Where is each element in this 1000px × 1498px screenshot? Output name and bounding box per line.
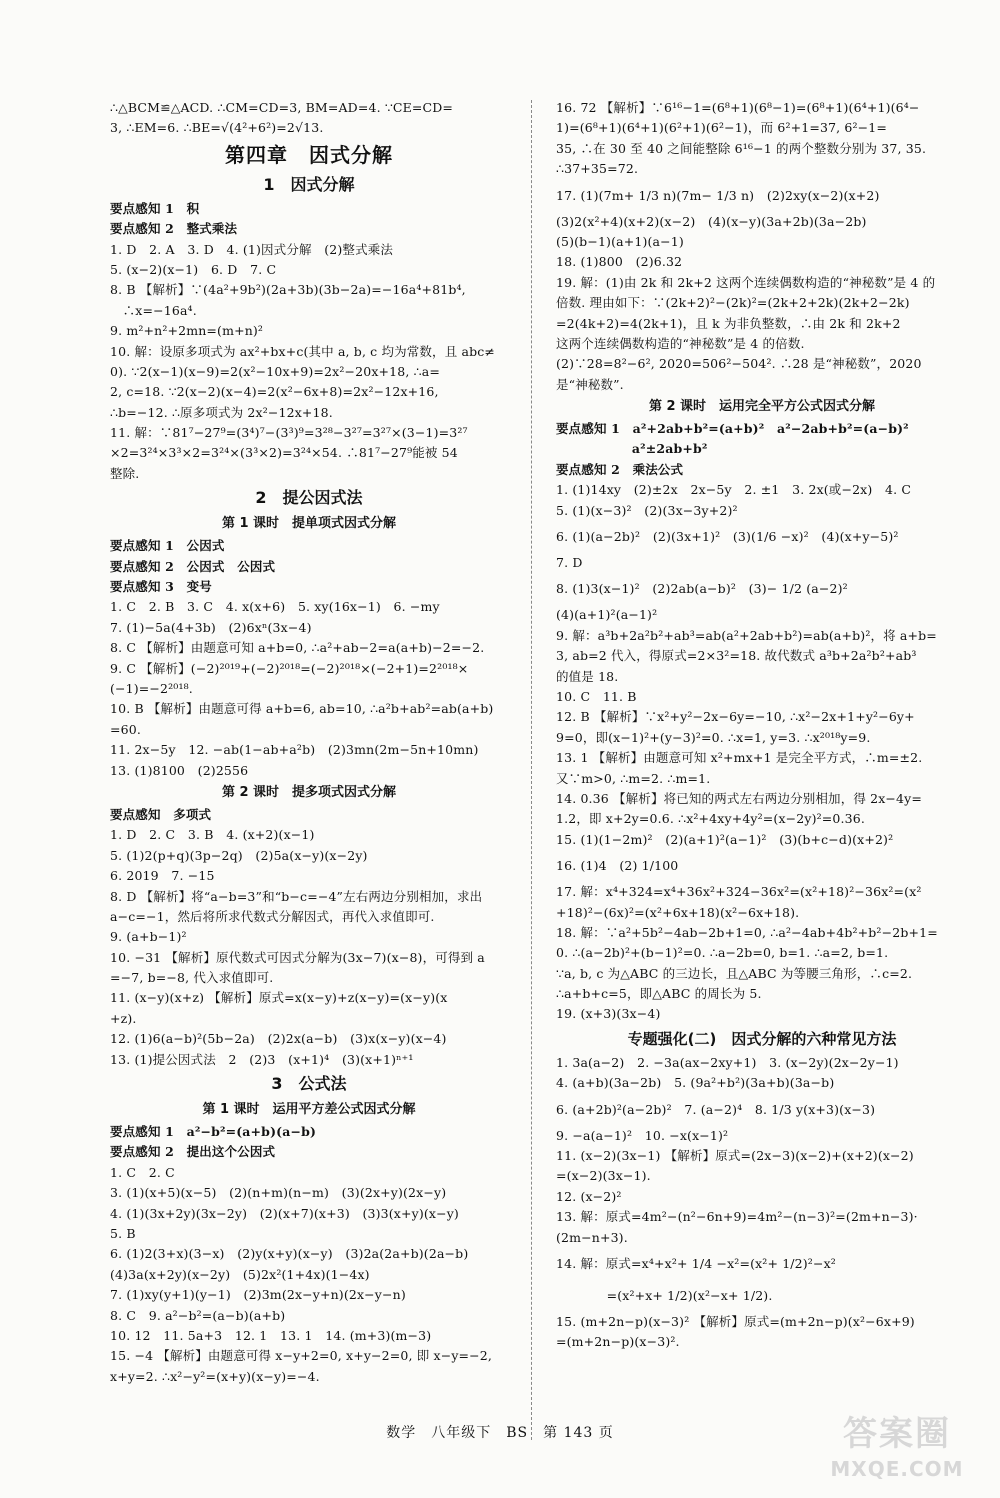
answer-line: 1)=(6⁸+1)(6⁴+1)(6²+1)(6²−1)，而 6²+1=37, 6²−1= <box>556 120 888 136</box>
answer-line: 2, c=18. ∵2(x−2)(x−4)=2(x²−6x+8)=2x²−12x+16, <box>110 384 439 400</box>
key-point-line: 要点感知 2 乘法公式 <box>556 461 684 477</box>
section-heading: 3 公式法 <box>271 1074 347 1094</box>
answer-line: (2m−n+3). <box>556 1229 628 1245</box>
answer-line: 7. (1)xy(y+1)(y−1) (2)3m(2x−y+n)(2x−y−n) <box>110 1287 406 1303</box>
answer-line: 7. (1)−5a(4+3b) (2)6xⁿ(3x−4) <box>110 619 312 635</box>
answer-line: 9. 解：a³b+2a²b²+ab³=ab(a²+2ab+b²)=ab(a+b)²，将 a+b= <box>556 627 937 643</box>
answer-line: 0). ∵2(x−1)(x−9)=2(x²−10x+9)=2x²−20x+18, ∴a= <box>110 363 440 379</box>
answer-line: 10. C 11. B <box>556 688 637 704</box>
answer-line: 4. (1)(3x+2y)(3x−2y) (2)(x+7)(x+3) (3)3(x+y)(x−y) <box>110 1205 459 1221</box>
answer-line: 8. D 【解析】将“a−b=3”和“b−c=−4”左右两边分别相加，求出 <box>110 888 483 904</box>
answer-line: 12. (1)6(a−b)²(5b−2a) (2)2x(a−b) (3)x(x−y)(x−4) <box>110 1031 447 1047</box>
watermark-url: MXQE.COM <box>830 1457 964 1481</box>
page-footer: 数学 八年级下 BS 第 143 页 <box>386 1425 614 1441</box>
answer-line: 16. 72 【解析】∵6¹⁶−1=(6⁸+1)(6⁸−1)=(6⁸+1)(6⁴+1)(6⁴− <box>556 100 920 115</box>
answer-line: 10. B 【解析】由题意可得 a+b=6, ab=10, ∴a²b+ab²=ab(a+b) <box>110 701 494 717</box>
answer-line: ∴a+b+c=5，即△ABC 的周长为 5. <box>556 986 762 1002</box>
answer-line: x+y=2. ∴x²−y²=(x+y)(x−y)=−4. <box>110 1368 320 1384</box>
answer-line: 18. (1)800 (2)6.32 <box>556 254 683 270</box>
section-heading: 1 因式分解 <box>263 174 355 194</box>
answer-line: 10. 12 11. 5a+3 12. 1 13. 1 14. (m+3)(m−3) <box>110 1327 432 1343</box>
answer-line: 整除. <box>110 465 140 481</box>
answer-line: 3, ∴EM=6. ∴BE=√(4²+6²)=2√13. <box>110 120 324 136</box>
answer-line: 8. C 9. a²−b²=(a−b)(a+b) <box>110 1307 286 1323</box>
answer-line: 9. C 【解析】(−2)²⁰¹⁹+(−2)²⁰¹⁸=(−2)²⁰¹⁸×(−2+1)=2²⁰¹⁸× <box>110 660 469 676</box>
left-column <box>110 98 508 1387</box>
key-point-line: 要点感知 1 a²+2ab+b²=(a+b)² a²−2ab+b²=(a−b)² <box>556 421 909 437</box>
answer-line: 5. (1)2(p+q)(3p−2q) (2)5a(x−y)(x−2y) <box>110 847 368 863</box>
answer-line: 6. (a+2b)²(a−2b)² 7. (a−2)⁴ 8. 1/3 y(x+3)(x−3) <box>556 1101 876 1117</box>
key-point-line: 要点感知 2 公因式 公因式 <box>110 558 276 574</box>
answer-line: 5. B <box>110 1225 136 1241</box>
answer-line: 13. (1)8100 (2)2556 <box>110 762 249 778</box>
answer-line: 15. (1)(1−2m)² (2)(a+1)²(a−1)² (3)(b+c−d)(x+2)² <box>556 831 894 847</box>
answer-line: 11. (x−y)(x+z) 【解析】原式=x(x−y)+z(x−y)=(x−y)(x <box>110 990 448 1006</box>
answer-line: 17. (1)(7m+ 1/3 n)(7m− 1/3 n) (2)2xy(x−2)(x+2) <box>556 187 880 203</box>
answer-line: 13. 1 【解析】由题意可知 x²+mx+1 是完全平方式，∴m=±2. <box>556 750 923 766</box>
answer-line: ∵a, b, c 为△ABC 的三边长，且△ABC 为等腰三角形，∴c=2. <box>556 965 913 981</box>
key-point-line: 要点感知 多项式 <box>110 806 212 822</box>
answer-line: (3)2(x²+4)(x+2)(x−2) (4)(x−y)(3a+2b)(3a−2b) <box>556 213 867 229</box>
answer-line: 3, ab=2 代入，得原式=2×3²=18. 故代数式 a³b+2a²b²+ab³ <box>556 648 917 664</box>
answer-line: 10. −31 【解析】原代数式可因式分解为(3x−7)(x−8)，可得到 a <box>110 949 485 965</box>
answer-line: 1. D 2. A 3. D 4. (1)因式分解 (2)整式乘法 <box>110 241 394 257</box>
answer-line: 12. (x−2)² <box>556 1188 622 1204</box>
answer-line: 10. 解：设原多项式为 ax²+bx+c(其中 a, b, c 均为常数，且 abc≠ <box>110 343 496 359</box>
answer-line: 11. 2x−5y 12. −ab(1−ab+a²b) (2)3mn(2m−5n+10mn) <box>110 742 479 758</box>
lesson-heading: 第 1 课时 运用平方差公式因式分解 <box>202 1102 416 1118</box>
answer-line: 8. C 【解析】由题意可知 a+b=0, ∴a²+ab−2=a(a+b)−2=−2. <box>110 640 485 656</box>
answer-line: 倍数. 理由如下：∵(2k+2)²−(2k)²=(2k+2+2k)(2k+2−2k) <box>556 295 910 311</box>
right-column <box>556 98 968 1353</box>
answer-line: 18. 解：∵a²+5b²−4ab−2b+1=0, ∴a²−4ab+4b²+b²−2b+1= <box>556 924 938 940</box>
answer-line: (−1)=−2²⁰¹⁸. <box>110 680 193 696</box>
answer-line: ∴x=−16a⁴. <box>110 302 197 318</box>
answer-line: 6. (1)(a−2b)² (2)(3x+1)² (3)(1/6 −x)² (4)(x+y−5)² <box>556 529 899 545</box>
answer-line: 1. C 2. C <box>110 1164 175 1180</box>
answer-line: 6. (1)2(3+x)(3−x) (2)y(x+y)(x−y) (3)2a(2a+b)(2a−b) <box>110 1246 469 1262</box>
lesson-heading: 第 2 课时 运用完全平方公式因式分解 <box>648 399 876 415</box>
answer-line: 35, ∴在 30 至 40 之间能整除 6¹⁶−1 的两个整数分别为 37, 35. <box>556 140 927 156</box>
answer-line: a−c=−1，然后将所求代数式分解因式，再代入求值即可. <box>110 908 435 924</box>
answer-line: =60. <box>110 721 141 737</box>
answer-line: 13. (1)提公因式法 2 (2)3 (x+1)⁴ (3)(x+1)ⁿ⁺¹ <box>110 1051 414 1067</box>
answer-line: ×2=3²⁴×3³×2=3²⁴×(3³×2)=3²⁴×54. ∴81⁷−27⁹能被 54 <box>110 445 458 461</box>
answer-line: 的值是 18. <box>556 668 619 684</box>
answer-line: 19. (x+3)(3x−4) <box>556 1006 661 1022</box>
answer-line: 9. m²+n²+2mn=(m+n)² <box>110 323 264 339</box>
answer-line: (4)(a+1)²(a−1)² <box>556 607 658 623</box>
answer-line: =(x²+x+ 1/2)(x²−x+ 1/2). <box>556 1287 773 1303</box>
answer-line: (4)3a(x+2y)(x−2y) (5)2x²(1+4x)(1−4x) <box>110 1266 370 1282</box>
answer-line: 1. 3a(a−2) 2. −3a(ax−2xy+1) 3. (x−2y)(2x−2y−1) <box>556 1054 899 1070</box>
answer-line: 15. −4 【解析】由题意可得 x−y+2=0, x+y−2=0, 即 x−y=−2, <box>110 1348 493 1364</box>
answer-line: 8. (1)3(x−1)² (2)2ab(a−b)² (3)− 1/2 (a−2)² <box>556 581 848 597</box>
key-point-line: 要点感知 1 公因式 <box>110 538 225 554</box>
key-point-line: 要点感知 3 变号 <box>110 579 212 595</box>
key-point-line: 要点感知 2 整式乘法 <box>110 221 238 237</box>
answer-line: 14. 0.36 【解析】将已知的两式左右两边分别相加，得 2x−4y= <box>556 790 922 806</box>
answer-line: 5. (x−2)(x−1) 6. D 7. C <box>110 261 277 277</box>
answer-line: =(x−2)(3x−1). <box>556 1168 651 1184</box>
answer-line: 7. D <box>556 555 583 571</box>
answer-line: (2)∵28=8²−6², 2020=506²−504². ∴28 是“神秘数”，2020 <box>556 356 922 372</box>
section-heading: 2 提公因式法 <box>255 488 363 508</box>
answer-line: 11. 解：∵81⁷−27⁹=(3⁴)⁷−(3³)⁹=3²⁸−3²⁷=3²⁷×(3−1)=3²⁷ <box>110 425 468 441</box>
answer-line: 1. C 2. B 3. C 4. x(x+6) 5. xy(16x−1) 6. −my <box>110 599 440 615</box>
answer-line: 15. (m+2n−p)(x−3)² 【解析】原式=(m+2n−p)(x²−6x+9) <box>556 1313 915 1329</box>
answer-line: =(m+2n−p)(x−3)². <box>556 1334 680 1350</box>
key-point-line: 要点感知 1 积 <box>110 200 200 216</box>
watermark-logo-text: 答案圈 <box>843 1414 951 1454</box>
lesson-heading: 第 1 课时 提单项式因式分解 <box>221 516 397 532</box>
answer-line: 3. (1)(x+5)(x−5) (2)(n+m)(n−m) (3)(2x+y)(2x−y) <box>110 1185 447 1201</box>
answer-line: 又∵m>0, ∴m=2. ∴m=1. <box>556 770 711 786</box>
answer-line: 这两个连续偶数构造的“神秘数”是 4 的倍数. <box>556 335 805 351</box>
answer-line: 14. 解：原式=x⁴+x²+ 1/4 −x²=(x²+ 1/2)²−x² <box>556 1255 836 1271</box>
key-point-line: a²±2ab+b² <box>556 441 708 457</box>
answer-line: 1. D 2. C 3. B 4. (x+2)(x−1) <box>110 827 315 843</box>
answer-line: 16. (1)4 (2) 1/100 <box>556 858 679 874</box>
answer-line: 12. B 【解析】∵x²+y²−2x−6y=−10, ∴x²−2x+1+y²−6y+ <box>556 709 915 725</box>
chapter-title: 第四章 因式分解 <box>225 142 393 167</box>
answer-line: +18)²−(6x)²=(x²+6x+18)(x²−6x+18). <box>556 904 800 920</box>
answer-line: 19. 解：(1)由 2k 和 2k+2 这两个连续偶数构造的“神秘数”是 4 的 <box>556 274 936 290</box>
answer-line: =−7, b=−8, 代入求值即可. <box>110 970 274 986</box>
answer-line: 0. ∴(a−2b)²+(b−1)²=0. ∴a−2b=0, b=1. ∴a=2, b=1. <box>556 945 889 961</box>
answer-line: ∴37+35=72. <box>556 161 639 177</box>
answer-line: 1.2，即 x+2y=0.6. ∴x²+4xy+4y²=(x−2y)²=0.36. <box>556 811 865 827</box>
answer-line: =2(4k+2)=4(2k+1)，且 k 为非负整数，∴由 2k 和 2k+2 <box>556 315 901 331</box>
key-point-line: 要点感知 1 a²−b²=(a+b)(a−b) <box>110 1124 317 1140</box>
answer-line: 1. (1)14xy (2)±2x 2x−5y 2. ±1 3. 2x(或−2x) 4. C <box>556 482 912 498</box>
answer-line: 9. (a+b−1)² <box>110 929 187 945</box>
answer-line: 11. (x−2)(3x−1) 【解析】原式=(2x−3)(x−2)+(x+2)(x−2) <box>556 1148 914 1164</box>
answer-line: 8. B 【解析】∵(4a²+9b²)(2a+3b)(3b−2a)=−16a⁴+81b⁴, <box>110 282 466 298</box>
answer-line: 4. (a+b)(3a−2b) 5. (9a²+b²)(3a+b)(3a−b) <box>556 1075 835 1091</box>
column-divider <box>531 100 532 1440</box>
answer-line: 9=0，即(x−1)²+(y−3)²=0. ∴x=1, y=3. ∴x²⁰¹⁸y=9. <box>556 729 871 745</box>
lesson-heading: 第 2 课时 提多项式因式分解 <box>221 784 397 800</box>
site-watermark <box>812 1412 982 1492</box>
key-point-line: 要点感知 2 提出这个公因式 <box>110 1144 276 1160</box>
topic-heading: 专题强化(二) 因式分解的六种常见方法 <box>627 1029 897 1048</box>
answer-line: 6. 2019 7. −15 <box>110 868 215 884</box>
answer-line: ∴△BCM≌△ACD. ∴CM=CD=3, BM=AD=4. ∵CE=CD= <box>110 100 454 115</box>
answer-line: 9. −a(a−1)² 10. −x(x−1)² <box>556 1127 729 1143</box>
answer-line: (5)(b−1)(a+1)(a−1) <box>556 233 684 249</box>
answer-line: 13. 解：原式=4m²−(n²−6n+9)=4m²−(n−3)²=(2m+n−3)· <box>556 1209 918 1225</box>
answer-line: 5. (1)(x−3)² (2)(3x−3y+2)² <box>556 502 738 518</box>
answer-line: +z). <box>110 1010 137 1026</box>
answer-line: ∴b=−12. ∴原多项式为 2x²−12x+18. <box>110 404 333 420</box>
answer-line: 是“神秘数”. <box>556 376 624 392</box>
answer-line: 17. 解：x⁴+324=x⁴+36x²+324−36x²=(x²+18)²−36x²=(x² <box>556 884 922 900</box>
